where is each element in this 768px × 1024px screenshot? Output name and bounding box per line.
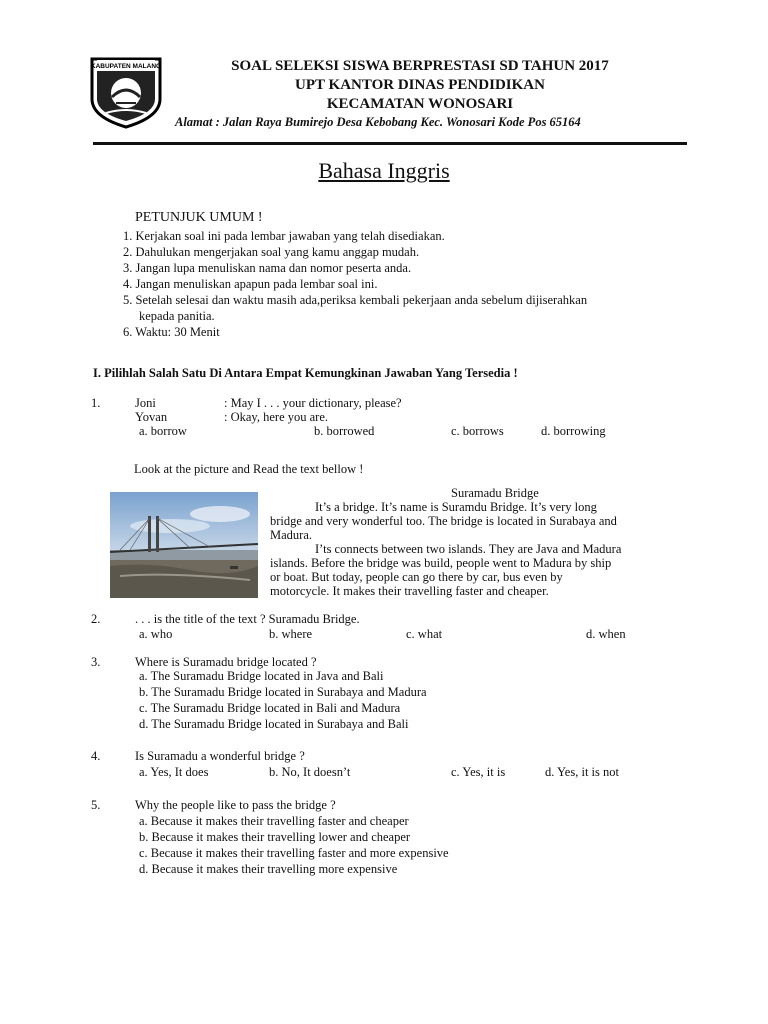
instructions-title: PETUNJUK UMUM !	[135, 210, 263, 225]
question-text: Where is Suramadu bridge located ?	[135, 655, 317, 669]
instruction-item: 3. Jangan lupa menuliskan nama dan nomor peserta anda.	[123, 261, 412, 275]
answer-option: d. The Suramadu Bridge located in Surabaya and Bali	[139, 717, 409, 731]
dialogue-line: : Okay, here you are.	[224, 410, 329, 424]
answer-option: c. The Suramadu Bridge located in Bali and Madura	[139, 701, 401, 715]
reading-line: Madura.	[270, 528, 312, 542]
answer-option: d. borrowing	[541, 424, 606, 438]
question-number: 2.	[91, 612, 101, 626]
header-line-3: KECAMATAN WONOSARI	[326, 96, 514, 112]
answer-option: c. Because it makes their travelling faster and more expensive	[139, 846, 449, 860]
instruction-item: 5. Setelah selesai dan waktu masih ada,periksa kembali pekerjaan anda sebelum dijiserahkan	[123, 293, 588, 307]
answer-option: c. borrows	[451, 424, 504, 438]
dialogue-speaker: Yovan	[135, 410, 168, 424]
reading-title: Suramadu Bridge	[451, 486, 539, 500]
question-number: 4.	[91, 749, 101, 763]
reading-line: It’s a bridge. It’s name is Suramdu Bridge. It’s very long	[315, 500, 597, 514]
question-text: Why the people like to pass the bridge ?	[135, 798, 336, 812]
answer-option: a. The Suramadu Bridge located in Java and Bali	[139, 669, 384, 683]
instruction-item: kepada panitia.	[139, 309, 215, 323]
question-number: 5.	[91, 798, 101, 812]
reading-line: I’ts connects between two islands. They are Java and Madura	[315, 542, 622, 556]
header-line-1: SOAL SELEKSI SISWA BERPRESTASI SD TAHUN 2017	[231, 58, 609, 74]
reading-line: bridge and very wonderful too. The bridge is located in Surabaya and	[270, 514, 617, 528]
answer-option: d. Because it makes their travelling more expensive	[139, 862, 398, 876]
header-line-2: UPT KANTOR DINAS PENDIDIKAN	[295, 77, 545, 93]
instruction-item: 4. Jangan menuliskan apapun pada lembar soal ini.	[123, 277, 378, 291]
answer-option: a. who	[139, 627, 173, 641]
reading-line: motorcycle. It makes their travelling faster and cheaper.	[270, 584, 549, 598]
reading-line: islands. Before the bridge was build, people went to Madura by ship	[270, 556, 612, 570]
question-text: . . . is the title of the text ? Suramadu Bridge.	[135, 612, 360, 626]
answer-option: a. Yes, It does	[139, 765, 209, 779]
answer-option: d. Yes, it is not	[545, 765, 619, 779]
answer-option: d. when	[586, 627, 626, 641]
question-number: 1.	[91, 396, 101, 410]
instruction-item: 2. Dahulukan mengerjakan soal yang kamu anggap mudah.	[123, 245, 420, 259]
dialogue-line: : May I . . . your dictionary, please?	[224, 396, 402, 410]
reading-prompt: Look at the picture and Read the text bellow !	[134, 462, 364, 476]
section-title: I. Pilihlah Salah Satu Di Antara Empat Kemungkinan Jawaban Yang Tersedia !	[93, 366, 518, 380]
instruction-item: 1. Kerjakan soal ini pada lembar jawaban yang telah disediakan.	[123, 229, 445, 243]
suramadu-bridge-photo	[110, 492, 258, 598]
answer-option: b. borrowed	[314, 424, 375, 438]
dialogue-speaker: Joni	[135, 396, 156, 410]
subject-title: Bahasa Inggris	[318, 158, 450, 183]
header-address: Alamat : Jalan Raya Bumirejo Desa Kebobang Kec. Wonosari Kode Pos 65164	[175, 115, 581, 129]
answer-option: a. Because it makes their travelling faster and cheaper	[139, 814, 409, 828]
answer-option: c. Yes, it is	[451, 765, 506, 779]
answer-option: c. what	[406, 627, 443, 641]
header-divider	[93, 142, 687, 145]
answer-option: b. where	[269, 627, 313, 641]
answer-option: b. The Suramadu Bridge located in Surabaya and Madura	[139, 685, 427, 699]
answer-option: b. No, It doesn’t	[269, 765, 351, 779]
district-logo	[88, 55, 164, 129]
question-text: Is Suramadu a wonderful bridge ?	[135, 749, 305, 763]
answer-option: a. borrow	[139, 424, 187, 438]
question-number: 3.	[91, 655, 101, 669]
logo-label: KABUPATEN MALANG	[90, 63, 162, 70]
instruction-item: 6. Waktu: 30 Menit	[123, 325, 220, 339]
answer-option: b. Because it makes their travelling lower and cheaper	[139, 830, 411, 844]
reading-line: or boat. But today, people can go there by car, bus even by	[270, 570, 563, 584]
